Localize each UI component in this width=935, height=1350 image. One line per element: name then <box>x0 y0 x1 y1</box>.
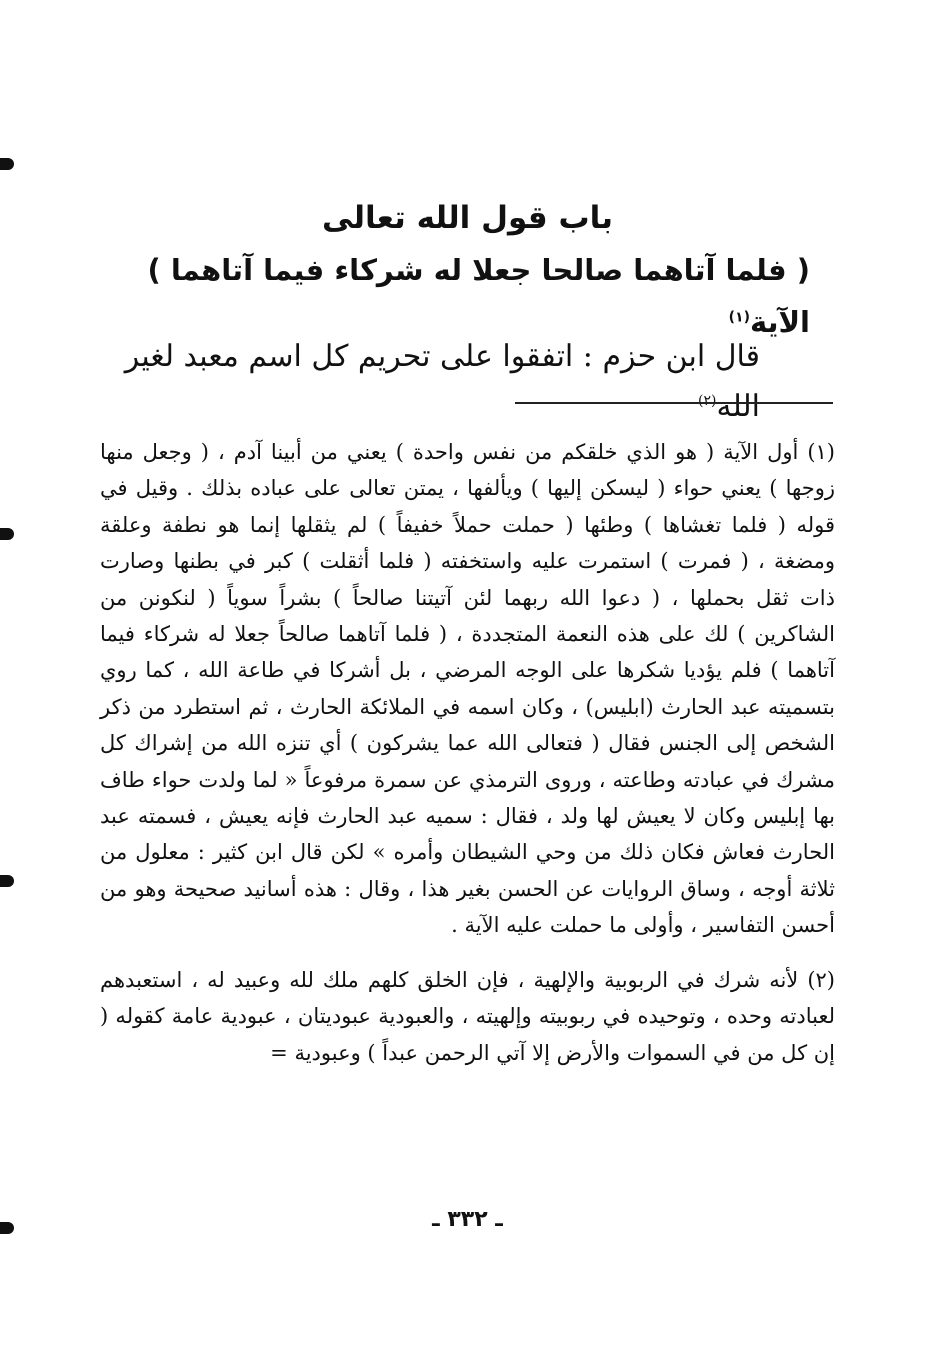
chapter-subtitle-text: ( فلما آتاهما صالحا جعلا له شركاء فيما آتاهما ) الآية <box>147 253 810 339</box>
chapter-title: باب قول الله تعالى <box>322 200 613 236</box>
footnote-1: (١) أول الآية ( هو الذي خلقكم من نفس واحدة ) يعني من أبينا آدم ، ( وجعل منها زوجها ) يعني حواء ( ليسكن إليها ) ويألفها ، يمتن تعالى على عباده بذلك . وقيل في قوله ( فلما تغشاها ) وطئها ( حملت حملاً خفيفاً ) لم يثقلها إنما هو نطفة وعلقة ومضغة ، ( فمرت ) استمرت عليه واستخفته ( فلما أثقلت ) كبر في بطنها وصارت ذات ثقل بحملها ، ( دعوا الله ربهما لئن آتيتنا صالحاً ) بشراً سوياً ( لنكونن من الشاكرين ) لك على هذه النعمة المتجددة ، ( فلما آتاهما صالحاً جعلا له شركاء فيما آتاهما ) فلم يؤديا شكرها على الوجه المرضي ، بل أشركا في طاعة الله ، كما روي بتسميته عبد الحارث (ابليس) ، وكان اسمه في الملائكة الحارث ، ثم استطرد من ذكر الشخص إلى الجنس فقال ( فتعالى الله عما يشركون ) أي تنزه الله من إشراك كل مشرك في عبادته وطاعته ، وروى الترمذي عن سمرة مرفوعاً « لما ولدت حواء طاف بها إبليس وكان لا يعيش لها ولد ، فقال : سميه عبد الحارث فإنه يعيش ، فسمته عبد الحارث فعاش فكان ذلك من وحي الشيطان وأمره » لكن قال ابن كثير : معلول من ثلاثة أوجه ، وساق الروايات عن الحسن بغير هذا ، وقال : هذه أسانيد صحيحة وهو من أحسن التفاسير ، وأولى ما حملت عليه الآية . <box>100 440 835 938</box>
footnote-2: (٢) لأنه شرك في الربوبية والإلهية ، فإن الخلق كلهم ملك لله وعبيد له ، استعبدهم لعبادته وحده ، وتوحيده في ربوبيته وإلهيته ، والعبودية عبوديتان ، عبودية عامة كقوله ( إن كل من في السموات والأرض إلا آتي الرحمن عبداً ) وعبودية = <box>100 967 835 1065</box>
main-quote-text: قال ابن حزم : اتفقوا على تحريم كل اسم معبد لغير الله <box>124 339 760 424</box>
page-number: ـ ٣٣٢ ـ <box>432 1207 503 1232</box>
footnote-ref: (٢) <box>698 393 717 409</box>
main-quote <box>100 332 760 432</box>
binding-mark <box>0 528 14 540</box>
chapter-heading <box>60 192 875 348</box>
binding-mark <box>0 158 14 170</box>
binding-mark <box>0 875 14 887</box>
footnote-ref: (١) <box>728 309 750 326</box>
footnotes-section <box>100 434 835 1071</box>
footnote-divider <box>515 402 833 404</box>
